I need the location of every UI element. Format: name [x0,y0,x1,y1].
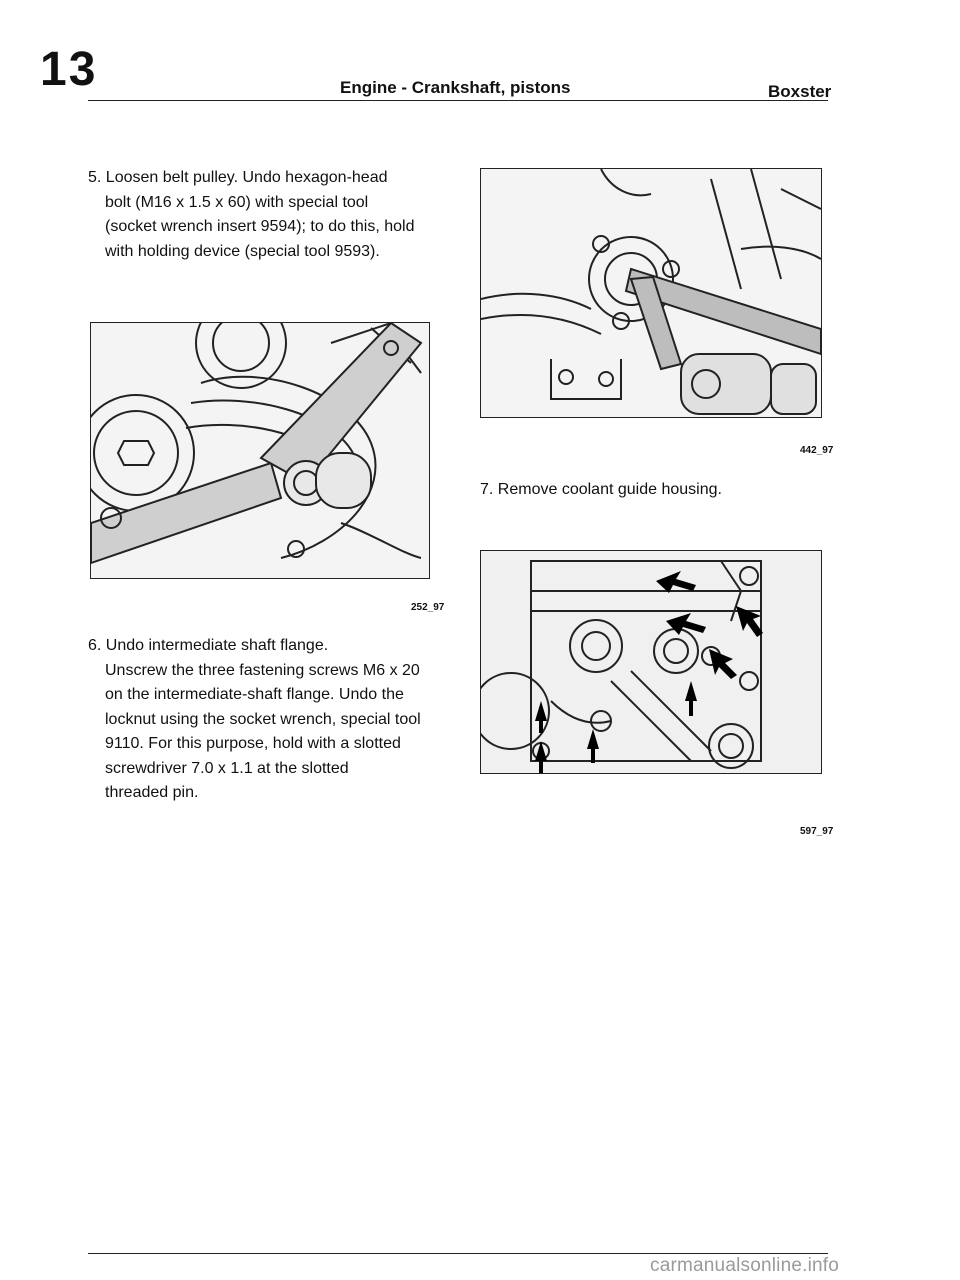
step-text-line: Undo intermediate shaft flange. [105,637,329,654]
step-number: 5. [88,169,102,186]
page-title: Engine - Crankshaft, pistons [340,78,571,97]
step-6-instruction [88,634,448,806]
header-divider [88,100,828,101]
step-text-line: (socket wrench insert 9594); to do this, hold [105,218,415,235]
step-text-line: 9110. For this purpose, hold with a slotted [105,735,401,752]
step-text-line: Loosen belt pulley. Undo hexagon-head [105,169,388,186]
chapter-number: 13 [40,43,98,96]
step-7-instruction [480,478,840,503]
footer-divider [88,1253,828,1254]
step-text-line: Unscrew the three fastening screws M6 x 20 [105,661,420,679]
step-text-line: bolt (M16 x 1.5 x 60) with special tool [105,193,369,211]
step-5-instruction [88,166,448,264]
step-text-line: locknut using the socket wrench, special tool [105,710,421,728]
coolant-housing-illustration [481,551,821,773]
step-number: 7. [480,481,494,498]
figure-coolant-guide-housing [480,550,822,774]
step-number: 6. [88,637,102,654]
step-text-line: on the intermediate-shaft flange. Undo the [105,686,404,703]
step-text-line: screwdriver 7.0 x 1.1 at the slotted [105,759,349,777]
model-name: Boxster [768,82,832,101]
figure-label: 442_97 [800,445,834,456]
step-text-line: threaded pin. [105,784,199,801]
figure-label: 252_97 [411,602,445,613]
belt-pulley-illustration [91,323,429,578]
watermark: carmanualsonline.info [650,1255,840,1276]
shaft-flange-illustration [481,169,821,417]
step-text-line: with holding device (special tool 9593). [105,242,380,260]
figure-intermediate-shaft-flange [480,168,822,418]
figure-label: 597_97 [800,826,834,837]
figure-belt-pulley [90,322,430,579]
step-text-line: Remove coolant guide housing. [497,481,722,498]
